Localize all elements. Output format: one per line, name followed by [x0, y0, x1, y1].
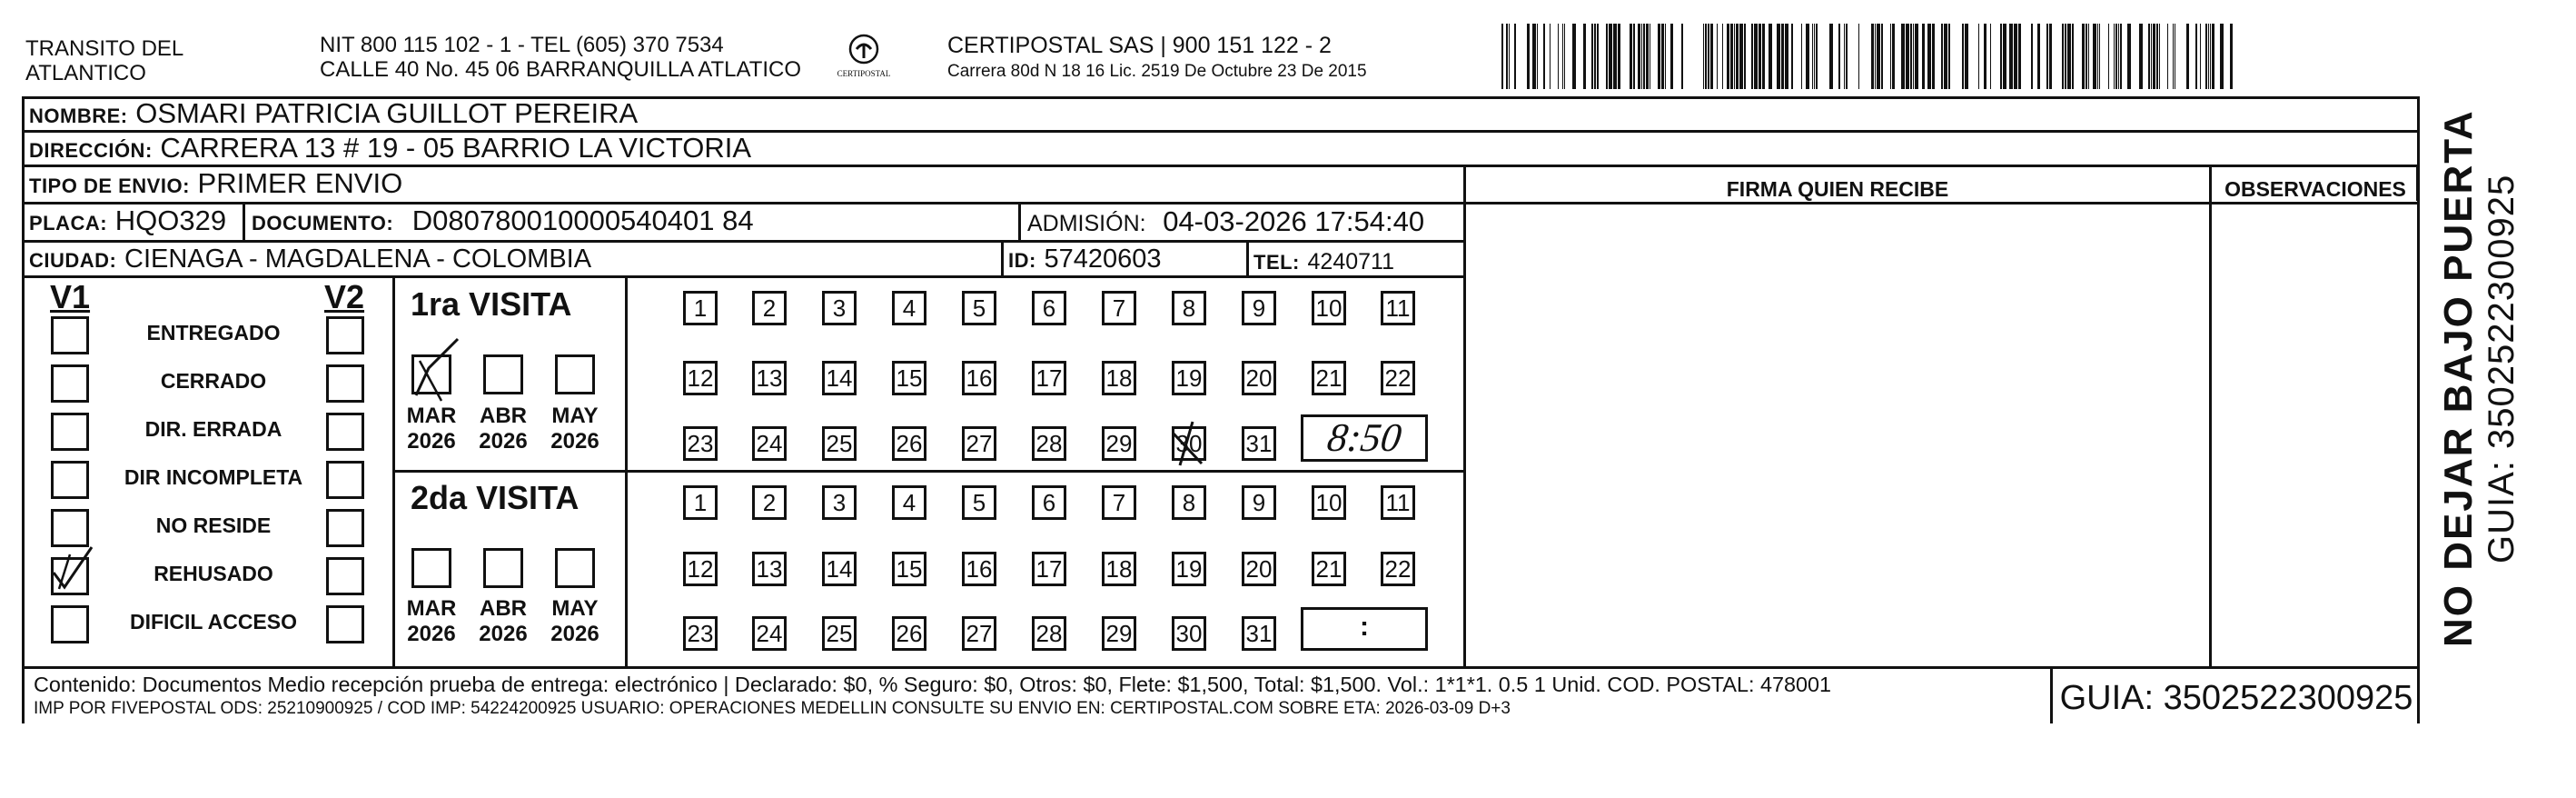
v1-checkbox[interactable]: [51, 509, 89, 547]
col-divider: [1001, 240, 1004, 275]
col-divider: [2209, 165, 2212, 669]
v2-checkbox[interactable]: [326, 364, 364, 403]
footer-line1: Contenido: Documentos Medio recepción prueba de entrega: electrónico | Declarado: $0, % Seguro: $0, Otros: $0, Flete: $1,500, Total: $1,500. Vol.: 1*1*1. 0.5 1 Unid. COD. POSTAL: 478001: [34, 673, 1832, 696]
visit1-time-value: 8:50: [1324, 415, 1404, 460]
nombre-row: [29, 97, 638, 133]
status-option-label: REHUSADO: [154, 562, 273, 585]
day-box[interactable]: 30: [1172, 426, 1206, 461]
month-checkbox[interactable]: [411, 354, 451, 394]
courier-line1: CERTIPOSTAL SAS | 900 151 122 - 2: [947, 33, 1332, 58]
day-box[interactable]: 30: [1172, 616, 1206, 651]
ciudad-cell: [29, 242, 591, 277]
sender-info-line1: NIT 800 115 102 - 1 - TEL (605) 370 7534: [320, 33, 724, 57]
day-box[interactable]: 15: [892, 361, 926, 395]
v1-checkbox[interactable]: [51, 557, 89, 595]
admision-cell: [1027, 205, 1424, 240]
day-box[interactable]: 7: [1102, 485, 1136, 520]
day-box[interactable]: 24: [752, 616, 787, 651]
day-box[interactable]: 11: [1381, 485, 1415, 520]
month-label: MAY 2026: [550, 596, 599, 646]
visit2-time-box[interactable]: [1301, 607, 1428, 651]
day-box[interactable]: 4: [892, 485, 926, 520]
day-box[interactable]: 27: [962, 426, 996, 461]
tel-label: TEL:: [1253, 251, 1300, 274]
v1-checkbox[interactable]: [51, 413, 89, 451]
col-divider: [392, 275, 395, 669]
day-box[interactable]: 9: [1242, 485, 1276, 520]
sender-line1: TRANSITO DEL: [25, 36, 184, 61]
documento-value: D080780010000540401 84: [411, 204, 754, 236]
day-box[interactable]: 11: [1381, 291, 1415, 325]
day-box[interactable]: 16: [962, 361, 996, 395]
id-cell: [1008, 242, 1161, 277]
logo-text: CERTIPOSTAL: [837, 69, 891, 78]
side-guia: GUIA: 3502522300925: [2482, 174, 2522, 564]
direccion-value: CARRERA 13 # 19 - 05 BARRIO LA VICTORIA: [160, 132, 752, 164]
day-box[interactable]: 27: [962, 616, 996, 651]
day-box[interactable]: 6: [1032, 291, 1066, 325]
v2-checkbox[interactable]: [326, 413, 364, 451]
day-box[interactable]: 2: [752, 291, 787, 325]
v2-header: V2: [324, 278, 365, 315]
day-box[interactable]: 29: [1102, 426, 1136, 461]
sender-block: [25, 36, 183, 85]
day-box[interactable]: 21: [1312, 552, 1346, 586]
status-option-label: DIFICIL ACCESO: [129, 610, 297, 633]
day-box[interactable]: 18: [1102, 361, 1136, 395]
visit2-time-value: :: [1360, 612, 1369, 642]
v1-checkbox[interactable]: [51, 316, 89, 354]
day-box[interactable]: 20: [1242, 552, 1276, 586]
day-box[interactable]: 26: [892, 426, 926, 461]
footer-line2: IMP POR FIVEPOSTAL ODS: 25210900925 / COD IMP: 54224200925 USUARIO: OPERACIONES MEDELLIN CONSULTE SU ENVIO EN: CERTIPOSTAL.COM SOBRE ETA: 2026-03-09 D+3: [34, 699, 1511, 718]
status-option-label: DIR INCOMPLETA: [124, 465, 303, 489]
v1-checkbox[interactable]: [51, 364, 89, 403]
month-checkbox[interactable]: [483, 354, 523, 394]
month-label: MAR 2026: [406, 596, 457, 646]
day-box[interactable]: 31: [1242, 616, 1276, 651]
day-box[interactable]: 19: [1172, 361, 1206, 395]
month-label: MAY 2026: [550, 404, 599, 454]
footer-guia: GUIA: 3502522300925: [2059, 679, 2413, 717]
visit1-title: 1ra VISITA: [411, 285, 572, 323]
ciudad-label: CIUDAD:: [29, 249, 117, 272]
status-option-label: CERRADO: [160, 369, 267, 393]
day-box[interactable]: 13: [752, 361, 787, 395]
month-label: ABR 2026: [479, 404, 528, 454]
courier-block: [947, 33, 1367, 85]
month-label: ABR 2026: [479, 596, 528, 646]
day-box[interactable]: 8: [1172, 485, 1206, 520]
col-divider: [1463, 165, 1466, 669]
day-box[interactable]: 29: [1102, 616, 1136, 651]
v2-checkbox[interactable]: [326, 605, 364, 643]
placa-label: PLACA:: [29, 212, 108, 234]
col-divider: [625, 275, 628, 669]
observaciones-header: OBSERVACIONES: [2224, 177, 2406, 201]
documento-cell: [252, 204, 754, 240]
documento-label: DOCUMENTO:: [252, 212, 394, 234]
admision-value: 04-03-2026 17:54:40: [1163, 205, 1425, 237]
barcode-image: [1501, 24, 2237, 89]
v1-header: V1: [50, 278, 91, 315]
day-box[interactable]: 7: [1102, 291, 1136, 325]
day-box[interactable]: 22: [1381, 361, 1415, 395]
day-box[interactable]: 10: [1312, 485, 1346, 520]
col-divider: [1246, 240, 1249, 275]
v2-checkbox[interactable]: [326, 316, 364, 354]
day-box[interactable]: 25: [822, 426, 857, 461]
placa-value: HQO329: [114, 204, 227, 236]
day-box[interactable]: 4: [892, 291, 926, 325]
placa-cell: [29, 204, 226, 240]
sender-line2: ATLANTICO: [25, 61, 146, 85]
day-box[interactable]: 31: [1242, 426, 1276, 461]
direccion-label: DIRECCIÓN:: [29, 139, 153, 162]
sender-info-line2: CALLE 40 No. 45 06 BARRANQUILLA ATLATICO: [320, 57, 802, 82]
day-box[interactable]: 18: [1102, 552, 1136, 586]
admision-label: ADMISIÓN:: [1027, 211, 1146, 236]
id-value: 57420603: [1044, 244, 1162, 274]
tel-value: 4240711: [1307, 249, 1394, 274]
day-box[interactable]: 17: [1032, 361, 1066, 395]
v1-checkbox[interactable]: [51, 605, 89, 643]
day-box[interactable]: 12: [683, 552, 718, 586]
tel-cell: [1253, 244, 1394, 279]
day-box[interactable]: 24: [752, 426, 787, 461]
month-label: MAR 2026: [406, 404, 457, 454]
day-box[interactable]: 5: [962, 485, 996, 520]
nombre-value: OSMARI PATRICIA GUILLOT PEREIRA: [135, 97, 639, 129]
courier-line2: Carrera 80d N 18 16 Lic. 2519 De Octubre 23 De 2015: [947, 62, 1367, 81]
v2-checkbox[interactable]: [326, 461, 364, 499]
day-box[interactable]: 22: [1381, 552, 1415, 586]
tipo-envio-label: TIPO DE ENVIO:: [29, 175, 190, 197]
day-box[interactable]: 8: [1172, 291, 1206, 325]
status-option-label: NO RESIDE: [155, 514, 272, 537]
day-box[interactable]: 23: [683, 426, 718, 461]
day-box[interactable]: 1: [683, 485, 718, 520]
v2-checkbox[interactable]: [326, 557, 364, 595]
day-box[interactable]: 15: [892, 552, 926, 586]
side-warning: NO DEJAR BAJO PUERTA: [2436, 109, 2481, 647]
day-box[interactable]: 25: [822, 616, 857, 651]
day-box[interactable]: 2: [752, 485, 787, 520]
v2-checkbox[interactable]: [326, 509, 364, 547]
direccion-row: [29, 132, 751, 167]
visit2-title: 2da VISITA: [411, 479, 580, 516]
tipo-envio-value: PRIMER ENVIO: [197, 167, 403, 199]
row-divider: [392, 470, 1466, 473]
day-box[interactable]: 14: [822, 361, 857, 395]
firma-header: FIRMA QUIEN RECIBE: [1726, 177, 1949, 201]
ciudad-value: CIENAGA - MAGDALENA - COLOMBIA: [124, 244, 592, 274]
day-box[interactable]: 3: [822, 485, 857, 520]
sender-info: [320, 33, 801, 82]
col-divider: [243, 202, 245, 240]
month-checkbox[interactable]: [483, 548, 523, 588]
nombre-label: NOMBRE:: [29, 105, 128, 127]
day-box[interactable]: 10: [1312, 291, 1346, 325]
col-divider: [1018, 202, 1021, 240]
certipostal-logo-icon: [831, 31, 897, 85]
visit1-time-box[interactable]: [1301, 414, 1428, 462]
day-box[interactable]: 13: [752, 552, 787, 586]
day-box[interactable]: 16: [962, 552, 996, 586]
day-box[interactable]: 3: [822, 291, 857, 325]
month-checkbox[interactable]: [411, 548, 451, 588]
day-box[interactable]: 28: [1032, 426, 1066, 461]
day-box[interactable]: 17: [1032, 552, 1066, 586]
status-option-label: ENTREGADO: [146, 321, 281, 344]
day-box[interactable]: 1: [683, 291, 718, 325]
day-box[interactable]: 28: [1032, 616, 1066, 651]
day-box[interactable]: 6: [1032, 485, 1066, 520]
day-box[interactable]: 12: [683, 361, 718, 395]
v1-checkbox[interactable]: [51, 461, 89, 499]
day-box[interactable]: 26: [892, 616, 926, 651]
day-box[interactable]: 9: [1242, 291, 1276, 325]
id-label: ID:: [1008, 249, 1036, 272]
day-box[interactable]: 5: [962, 291, 996, 325]
day-box[interactable]: 21: [1312, 361, 1346, 395]
month-checkbox[interactable]: [555, 354, 595, 394]
month-checkbox[interactable]: [555, 548, 595, 588]
day-box[interactable]: 14: [822, 552, 857, 586]
day-box[interactable]: 20: [1242, 361, 1276, 395]
tipo-envio-row: [29, 167, 402, 203]
col-divider: [2050, 669, 2053, 723]
status-option-label: DIR. ERRADA: [144, 417, 282, 441]
day-box[interactable]: 23: [683, 616, 718, 651]
day-box[interactable]: 19: [1172, 552, 1206, 586]
